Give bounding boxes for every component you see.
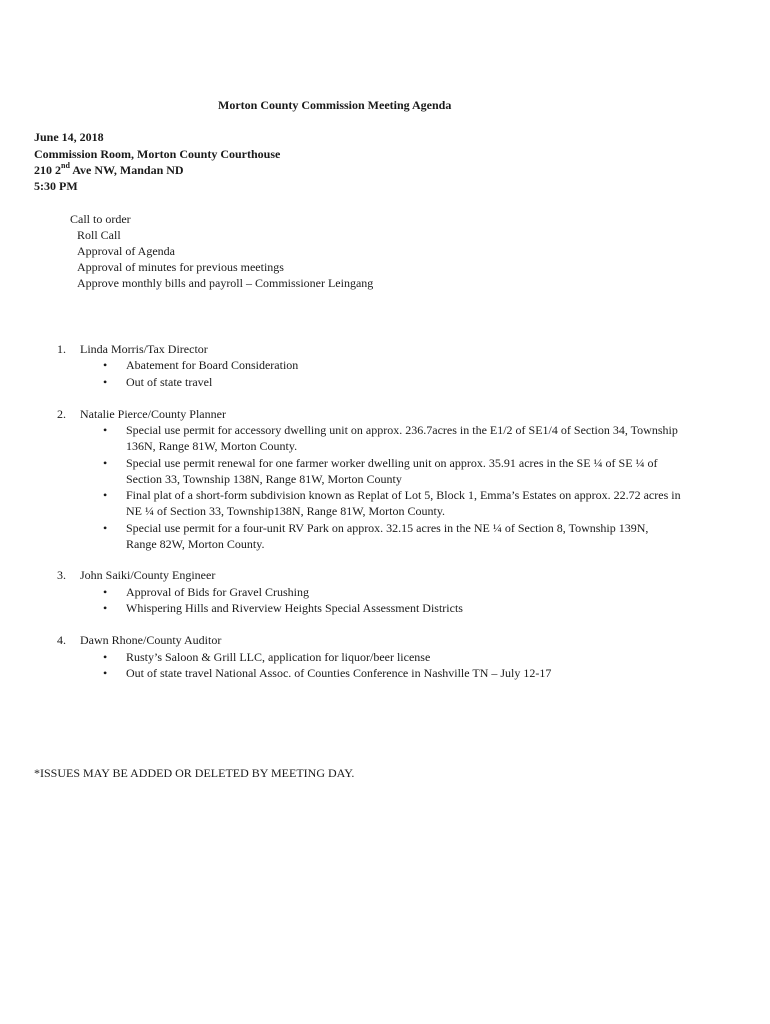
- agenda-item: Special use permit renewal for one farmer worker dwelling unit on approx. 35.91 acres in the SE ¼ of SE ¼ of: [126, 456, 658, 470]
- bullet-icon: •: [103, 456, 108, 470]
- agenda-item-continuation: 136N, Range 81W, Morton County.: [126, 439, 298, 453]
- section-number: 1.: [57, 342, 66, 356]
- bullet-icon: •: [103, 521, 108, 535]
- bullet-icon: •: [103, 375, 108, 389]
- section-number: 2.: [57, 407, 66, 421]
- address-street-number: 210 2: [34, 163, 61, 177]
- bullet-icon: •: [103, 666, 108, 680]
- meeting-time: 5:30 PM: [34, 179, 78, 193]
- meeting-room: Commission Room, Morton County Courthouse: [34, 147, 281, 161]
- agenda-item: Rusty’s Saloon & Grill LLC, application for liquor/beer license: [126, 650, 431, 664]
- section-heading: Linda Morris/Tax Director: [80, 342, 208, 356]
- document-title: Morton County Commission Meeting Agenda: [218, 98, 452, 112]
- footer-note: *ISSUES MAY BE ADDED OR DELETED BY MEETING DAY.: [34, 766, 355, 780]
- section-heading: John Saiki/County Engineer: [80, 568, 216, 582]
- opening-item: Approval of Agenda: [77, 244, 175, 258]
- section-heading: Dawn Rhone/County Auditor: [80, 633, 222, 647]
- agenda-item: Abatement for Board Consideration: [126, 358, 299, 372]
- agenda-item: Out of state travel: [126, 375, 213, 389]
- bullet-icon: •: [103, 650, 108, 664]
- call-to-order: Call to order: [70, 212, 131, 226]
- agenda-item: Approval of Bids for Gravel Crushing: [126, 585, 309, 599]
- address-rest: Ave NW, Mandan ND: [69, 163, 184, 177]
- section-heading: Natalie Pierce/County Planner: [80, 407, 226, 421]
- agenda-item-continuation: NE ¼ of Section 33, Township138N, Range 81W, Morton County.: [126, 504, 446, 518]
- agenda-item: Final plat of a short-form subdivision known as Replat of Lot 5, Block 1, Emma’s Estates on approx. 22.72 acres in: [126, 488, 681, 502]
- agenda-item: Whispering Hills and Riverview Heights Special Assessment Districts: [126, 601, 463, 615]
- opening-item: Approval of minutes for previous meetings: [77, 260, 284, 274]
- bullet-icon: •: [103, 358, 108, 372]
- bullet-icon: •: [103, 423, 108, 437]
- bullet-icon: •: [103, 585, 108, 599]
- opening-item: Roll Call: [77, 228, 121, 242]
- section-number: 4.: [57, 633, 66, 647]
- meeting-date: June 14, 2018: [34, 130, 104, 144]
- meeting-address: [34, 162, 184, 178]
- agenda-item: Special use permit for accessory dwelling unit on approx. 236.7acres in the E1/2 of SE1/4 of Section 34, Township: [126, 423, 678, 437]
- agenda-item: Special use permit for a four-unit RV Park on approx. 32.15 acres in the NE ¼ of Section 8, Township 139N,: [126, 521, 649, 535]
- bullet-icon: •: [103, 488, 108, 502]
- section-number: 3.: [57, 568, 66, 582]
- agenda-item: Out of state travel National Assoc. of Counties Conference in Nashville TN – July 12-17: [126, 666, 552, 680]
- agenda-item-continuation: Section 33, Township 138N, Range 81W, Morton County: [126, 472, 402, 486]
- bullet-icon: •: [103, 601, 108, 615]
- agenda-item-continuation: Range 82W, Morton County.: [126, 537, 265, 551]
- opening-item: Approve monthly bills and payroll – Commissioner Leingang: [77, 276, 374, 290]
- address-superscript: nd: [61, 161, 70, 170]
